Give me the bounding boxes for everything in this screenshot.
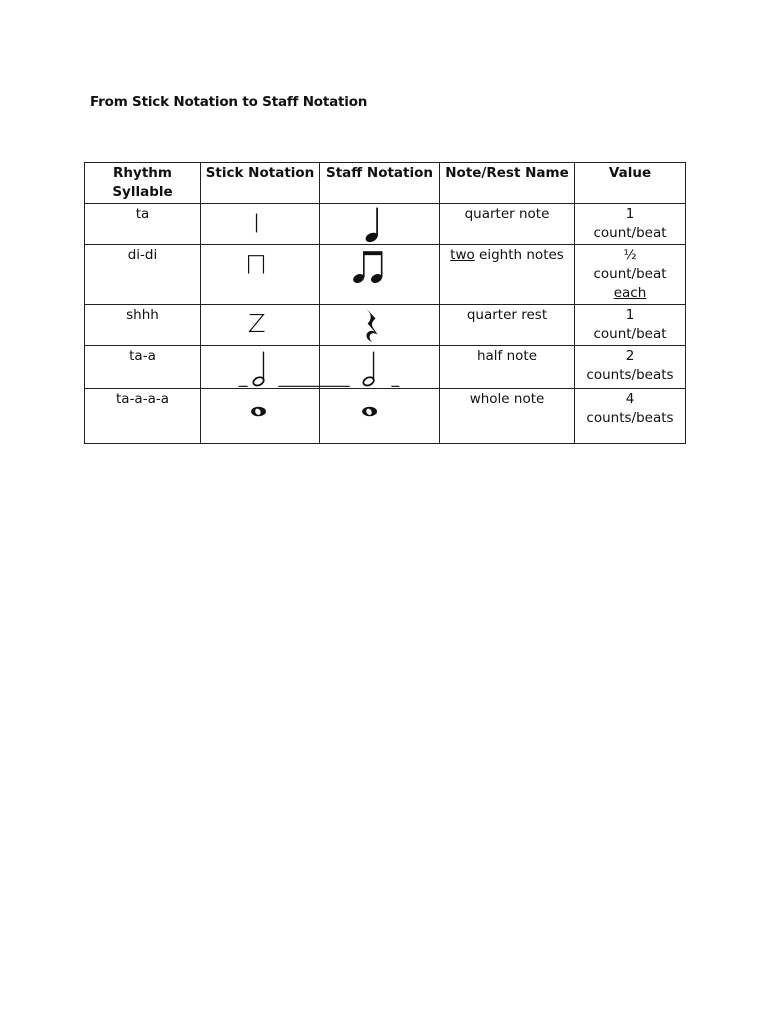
header-label: Note/Rest Name xyxy=(445,165,569,181)
beamed-eighth-notes-icon xyxy=(320,245,439,304)
header-stick-notation xyxy=(201,163,320,204)
half-note-icon xyxy=(201,346,319,388)
header-staff-notation xyxy=(320,163,440,204)
syllable-text: shhh xyxy=(126,307,159,323)
note-name-cell xyxy=(440,346,575,389)
header-label: Staff Notation xyxy=(325,165,434,181)
note-name-cell xyxy=(440,389,575,444)
stick-notation-cell xyxy=(201,245,320,305)
staff-notation-cell xyxy=(320,245,440,305)
eighth-pair-stick-icon xyxy=(201,245,319,304)
syllable-cell xyxy=(85,305,201,346)
note-name-text: eighth notes xyxy=(474,247,564,263)
value-unit: counts/beats xyxy=(586,367,674,383)
note-name-cell xyxy=(440,245,575,305)
table-header-row xyxy=(85,163,686,204)
table-row xyxy=(85,204,686,245)
table-row xyxy=(85,389,686,444)
whole-note-icon xyxy=(320,389,439,443)
note-name-cell xyxy=(440,204,575,245)
z-rest-icon xyxy=(201,305,319,345)
value-cell xyxy=(575,305,686,346)
rhythm-table xyxy=(84,162,686,444)
note-name-text: half note xyxy=(476,348,538,364)
table-row xyxy=(85,346,686,389)
staff-notation-cell xyxy=(320,389,440,444)
value-unit: count/beat xyxy=(593,266,667,282)
syllable-cell xyxy=(85,389,201,444)
stick-notation-cell xyxy=(201,204,320,245)
header-value xyxy=(575,163,686,204)
whole-note-icon xyxy=(201,389,319,443)
note-name-cell xyxy=(440,305,575,346)
header-label: Value xyxy=(608,165,652,181)
stick-notation-cell xyxy=(201,389,320,444)
value-unit: counts/beats xyxy=(586,410,674,426)
stick-notation-cell xyxy=(201,305,320,346)
header-note-rest-name xyxy=(440,163,575,204)
note-name-text: quarter note xyxy=(464,206,550,222)
syllable-text: ta-a xyxy=(129,348,156,364)
syllable-text: ta xyxy=(135,206,150,222)
staff-notation-cell xyxy=(320,346,440,389)
value-number: 1 xyxy=(625,206,635,222)
value-number: 2 xyxy=(625,348,635,364)
value-qualifier: each xyxy=(613,285,647,301)
syllable-text: di-di xyxy=(127,247,158,263)
syllable-cell xyxy=(85,245,201,305)
staff-notation-cell xyxy=(320,305,440,346)
half-note-icon xyxy=(320,346,439,388)
syllable-cell xyxy=(85,204,201,245)
value-number: 4 xyxy=(625,391,635,407)
value-cell xyxy=(575,389,686,444)
note-name-text: whole note xyxy=(469,391,545,407)
quarter-note-icon xyxy=(320,204,439,244)
header-label: Stick Notation xyxy=(205,165,315,181)
value-unit: count/beat xyxy=(593,225,667,241)
value-cell xyxy=(575,245,686,305)
staff-notation-cell xyxy=(320,204,440,245)
vertical-stick-icon xyxy=(201,204,319,244)
stick-notation-cell xyxy=(201,346,320,389)
value-number: ½ xyxy=(623,247,637,263)
value-number: 1 xyxy=(625,307,635,323)
header-label: Rhythm Syllable xyxy=(112,165,173,200)
table-row xyxy=(85,305,686,346)
quarter-rest-icon xyxy=(320,305,439,345)
value-unit: count/beat xyxy=(593,326,667,342)
note-name-text: quarter rest xyxy=(466,307,548,323)
syllable-cell xyxy=(85,346,201,389)
header-rhythm-syllable xyxy=(85,163,201,204)
page-title: From Stick Notation to Staff Notation xyxy=(90,94,368,110)
value-cell xyxy=(575,346,686,389)
value-cell xyxy=(575,204,686,245)
syllable-text: ta-a-a-a xyxy=(116,391,169,407)
table-row xyxy=(85,245,686,305)
note-name-underlined: two xyxy=(450,247,475,263)
